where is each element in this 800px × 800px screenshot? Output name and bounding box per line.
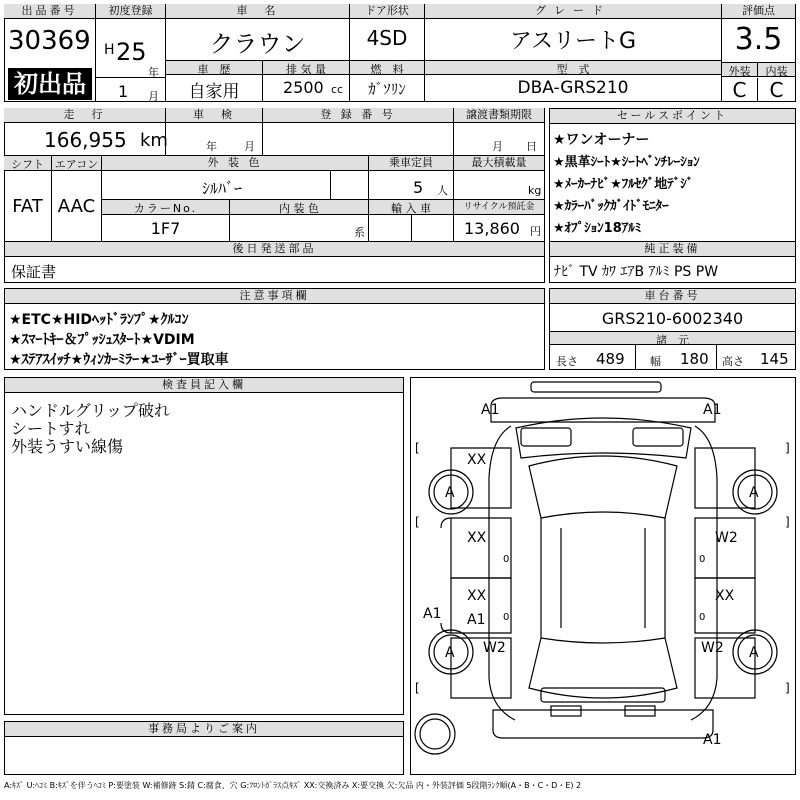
recycle-label: リサイクル預託金 — [454, 200, 544, 215]
mileage-unit: km — [140, 130, 168, 151]
notes-label: 注意事項欄 — [5, 289, 544, 304]
legend: A:ｷｽﾞ U:ﾍｺﾐ B:ｷｽﾞを伴うﾍｺﾐ P:要塗装 W:補修跡 S:錆 C:腐食、穴 G:ﾌﾛﾝﾄｶﾞﾗｽ点ｷｽﾞ XX:交換済み X:要交換 欠:欠品 内・外装評価 5段階ﾗﾝｸ順(A・B・C・D・E) 2 — [4, 781, 582, 790]
first-registration-cell — [96, 4, 166, 102]
width: 180 — [680, 350, 709, 368]
length-label: 長さ — [556, 355, 578, 368]
equipment-box — [549, 241, 796, 283]
car-name-label: 車 名 — [166, 4, 349, 19]
displacement-cell — [263, 61, 350, 102]
sales-point: ★黒革ｼｰﾄ★ｼｰﾄﾍﾞﾝﾁﾚｰｼｮﾝ — [553, 155, 700, 170]
capacity: 5 — [413, 178, 424, 197]
docs-label: 後日発送部品 — [5, 242, 544, 257]
interior-color-label: 内 装 色 — [230, 200, 368, 215]
equipment-label: 純正装備 — [550, 242, 795, 257]
door-type-cell — [350, 4, 425, 61]
fuel-cell — [350, 61, 425, 102]
model-label: 型 式 — [425, 61, 721, 74]
car-diagram-svg — [411, 378, 795, 774]
inspection-cell — [166, 108, 263, 156]
bracket-left: [ — [415, 681, 420, 695]
lot-number: 30369 — [8, 26, 91, 56]
year-unit: 年 — [148, 66, 159, 79]
inspection-label: 車 検 — [166, 108, 262, 123]
bracket-right: ] — [785, 515, 790, 529]
office-label: 事務局よりご案内 — [5, 722, 403, 737]
mark-zero: 0 — [503, 612, 510, 623]
reg-month: 1 — [118, 82, 129, 101]
interior-suffix: 系 — [354, 226, 365, 239]
damage-diagram — [410, 377, 796, 775]
note-line: ★ｽﾃｱｽｲｯﾁ★ｳｨﾝｶｰﾐﾗｰ★ﾕｰｻﾞｰ買取車 — [9, 352, 229, 368]
length: 489 — [596, 350, 625, 368]
inspector-line: 外装うすい線傷 — [11, 437, 124, 456]
shift: FAT — [12, 196, 43, 217]
color: ｼﾙﾊﾞｰ — [201, 179, 242, 198]
mark-door-rl2: A1 — [467, 612, 486, 628]
inspector-box — [4, 377, 404, 715]
import-cell — [369, 200, 454, 242]
displacement: 2500 — [283, 78, 324, 97]
bracket-right: ] — [785, 681, 790, 695]
mark-rear: A1 — [703, 732, 722, 748]
door-label: ドア形状 — [350, 4, 424, 19]
history-cell — [166, 61, 263, 102]
mark-qtr-rr: W2 — [701, 640, 724, 656]
color-number-cell — [102, 200, 230, 242]
era: H — [104, 42, 115, 58]
load-unit: kg — [528, 184, 542, 197]
bracket-left: [ — [415, 515, 420, 529]
car-name-cell — [166, 4, 350, 61]
ac-cell — [52, 156, 102, 242]
regno-label: 登 録 番 号 — [263, 108, 453, 123]
grade-cell — [425, 4, 722, 61]
bracket-right: ] — [785, 441, 790, 455]
recycle-cell — [454, 200, 545, 242]
chassis-number: GRS210-6002340 — [601, 309, 744, 328]
inspection-year-unit: 年 — [206, 140, 217, 153]
door-type: 4SD — [366, 26, 408, 50]
height-label: 高さ — [722, 355, 744, 368]
grade: アスリートG — [509, 29, 637, 54]
sales-label: セールスポイント — [550, 109, 795, 124]
lot-label: 出品番号 — [4, 4, 95, 19]
sales-point: ★ｶﾗｰﾊﾞｯｸｶﾞｲﾄﾞﾓﾆﾀｰ — [553, 199, 669, 214]
interior-grade: C — [769, 78, 784, 102]
import-label: 輸 入 車 — [369, 200, 453, 215]
model-cell — [425, 61, 722, 102]
chassis-label: 車台番号 — [550, 289, 795, 304]
mark-door-rr: XX — [715, 588, 735, 604]
capacity-label: 乗車定員 — [369, 156, 453, 171]
capacity-cell — [369, 156, 454, 200]
lot-number-cell — [4, 4, 96, 102]
mark-tire-rl: A — [445, 645, 455, 661]
interior-color-cell — [230, 200, 369, 242]
recycle-amount: 13,860 — [464, 219, 520, 238]
exterior-label: 外装 — [722, 63, 758, 77]
fuel-label: 燃 料 — [350, 61, 424, 74]
recycle-unit: 円 — [530, 225, 541, 238]
color-label: 外 装 色 — [102, 156, 368, 171]
mark-qtr-rl: W2 — [483, 640, 506, 656]
mileage: 166,955 — [44, 128, 127, 152]
shift-cell — [4, 156, 52, 242]
car-name: クラウン — [209, 30, 306, 58]
inspector-label: 検査員記入欄 — [5, 378, 403, 393]
capacity-unit: 人 — [437, 184, 448, 197]
history: 自家用 — [188, 82, 240, 102]
docs: 保証書 — [11, 263, 57, 281]
colorno-label: カラーNo. — [102, 200, 229, 215]
mileage-cell — [4, 108, 166, 156]
transfer-day-unit: 日 — [526, 140, 537, 153]
chassis-box — [549, 288, 796, 370]
displacement-label: 排 気 量 — [263, 61, 349, 74]
registration-number-cell — [263, 108, 454, 156]
color-cell — [102, 156, 369, 200]
notes-box — [4, 288, 545, 370]
note-line: ★ETC★HIDﾍｯﾄﾞﾗﾝﾌﾟ★ｸﾙｺﾝ — [9, 312, 189, 328]
colorno: 1F7 — [150, 219, 181, 238]
history-label: 車 歴 — [166, 61, 262, 74]
displacement-unit: cc — [331, 83, 344, 96]
width-label: 幅 — [650, 355, 661, 368]
sales-points-box — [549, 108, 796, 242]
transfer-month-unit: 月 — [492, 140, 503, 153]
mark-door-rl: XX — [467, 588, 487, 604]
mark-tire-fr: A — [749, 485, 759, 501]
reg-year: 25 — [116, 38, 147, 66]
bracket-left: [ — [415, 441, 420, 455]
score-label: 評価点 — [722, 4, 795, 19]
mark-tire-rr: A — [749, 645, 759, 661]
docs-box — [4, 241, 545, 283]
month-unit: 月 — [148, 90, 159, 103]
note-line: ★ｽﾏｰﾄｷｰ＆ﾌﾟｯｼｭｽﾀｰﾄ★VDIM — [9, 332, 195, 348]
mark-zero: 0 — [699, 612, 706, 623]
exterior-grade: C — [722, 78, 758, 101]
inspection-month-unit: 月 — [244, 140, 255, 153]
inspector-line: ハンドルグリップ破れ — [11, 401, 171, 420]
score-cell — [722, 4, 796, 102]
interior-label: 内装 — [758, 63, 795, 77]
mark-zero: 0 — [503, 554, 510, 565]
mark-door-fl: XX — [467, 530, 487, 546]
height: 145 — [760, 350, 789, 368]
load-cell — [454, 156, 545, 200]
equipment: ﾅﾋﾞ TV ｶﾜ ｴｱB ｱﾙﾐ PS PW — [554, 264, 719, 280]
mark-door-fr: W2 — [715, 530, 738, 546]
first-listing-badge: 初出品 — [8, 68, 92, 100]
specs-label: 諸 元 — [550, 331, 795, 345]
mileage-label: 走 行 — [4, 108, 165, 123]
mark-front-right: A1 — [703, 402, 722, 418]
sales-point: ★ﾒｰｶｰﾅﾋﾞ★ﾌﾙｾｸﾞ地ﾃﾞｼﾞ — [553, 177, 694, 192]
model: DBA-GRS210 — [517, 78, 629, 98]
mark-tire-fl: A — [445, 485, 455, 501]
ac-label: エアコン — [52, 156, 101, 171]
fuel: ｶﾞｿﾘﾝ — [368, 80, 406, 98]
mark-fender-fl: XX — [467, 452, 487, 468]
mark-front-left: A1 — [481, 402, 500, 418]
transfer-cell — [454, 108, 545, 156]
first-reg-label: 初度登録 — [96, 4, 165, 19]
inspector-line: シートすれ — [11, 419, 91, 438]
ac: AAC — [57, 196, 96, 217]
grade-label: グレード — [425, 4, 721, 19]
mark-zero: 0 — [699, 554, 706, 565]
score: 3.5 — [734, 22, 783, 57]
load-label: 最大積載量 — [454, 156, 544, 171]
shift-label: シフト — [4, 156, 51, 171]
mark-side-left: A1 — [423, 606, 442, 622]
transfer-label: 譲渡書類期限 — [454, 108, 544, 123]
office-box — [4, 721, 404, 775]
sales-point: ★ｵﾌﾟｼｮﾝ18ｱﾙﾐ — [553, 221, 642, 236]
sales-point: ★ワンオーナー — [553, 132, 650, 148]
